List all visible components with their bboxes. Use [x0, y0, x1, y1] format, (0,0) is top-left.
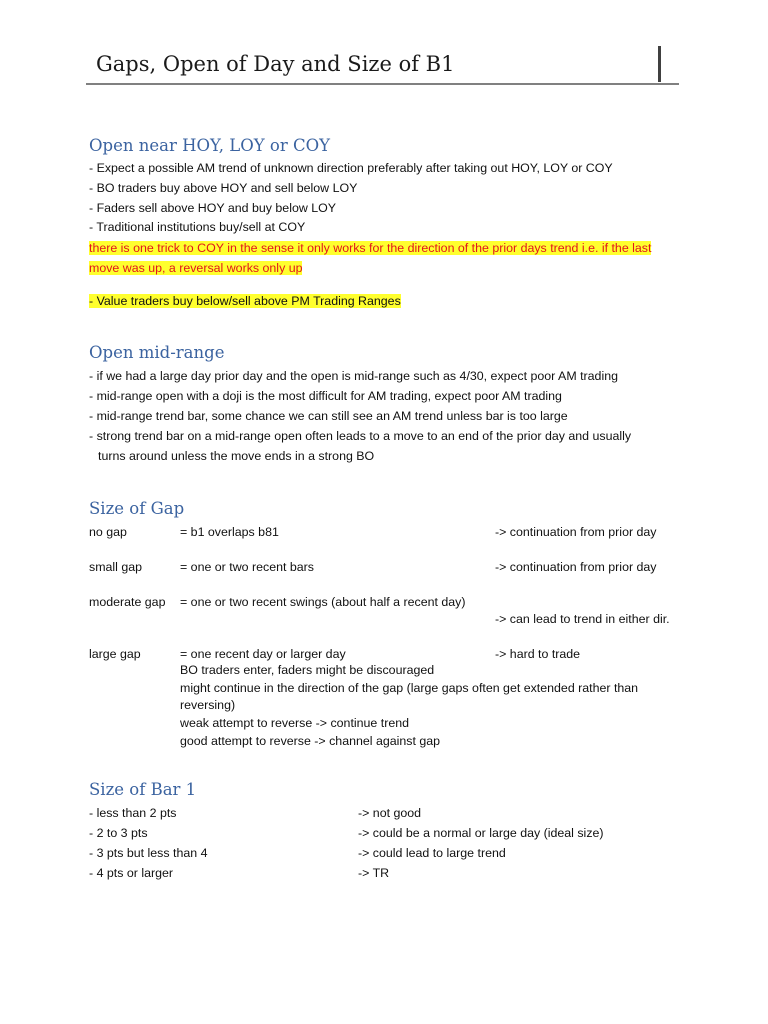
large-gap-note: reversing)	[180, 698, 236, 712]
heading-size-of-bar-1: Size of Bar 1	[89, 780, 197, 799]
bar1-row-result: -> could lead to large trend	[358, 846, 506, 860]
open-near-line-1: - Expect a possible AM trend of unknown direction preferably after taking out HOY, LOY or COY	[89, 161, 613, 175]
gap-row-definition: = one or two recent bars	[180, 560, 314, 574]
open-near-line-3: - Faders sell above HOY and buy below LOY	[89, 201, 337, 215]
title-underline	[86, 83, 679, 85]
gap-row-label: large gap	[89, 647, 141, 661]
gap-row-label: moderate gap	[89, 595, 166, 609]
bar1-row-label: - less than 2 pts	[89, 806, 177, 820]
bar1-row-label: - 3 pts but less than 4	[89, 846, 208, 860]
open-mid-line-5: turns around unless the move ends in a strong BO	[98, 449, 375, 463]
value-traders-line: - Value traders buy below/sell above PM Trading Ranges	[89, 294, 401, 308]
heading-open-mid-range: Open mid-range	[89, 343, 225, 362]
page-title: Gaps, Open of Day and Size of B1	[96, 52, 455, 76]
large-gap-note: might continue in the direction of the gap (large gaps often get extended rather than	[180, 681, 639, 695]
gap-row-result: -> can lead to trend in either dir.	[495, 612, 670, 626]
gap-row-label: no gap	[89, 525, 127, 539]
open-mid-line-1: - if we had a large day prior day and the open is mid-range such as 4/30, expect poor AM trading	[89, 369, 618, 383]
heading-size-of-gap: Size of Gap	[89, 499, 185, 518]
gap-row-definition: = one recent day or larger day	[180, 647, 346, 661]
heading-open-near: Open near HOY, LOY or COY	[89, 136, 330, 155]
bar1-row-result: -> TR	[358, 866, 390, 880]
large-gap-note: weak attempt to reverse -> continue trend	[180, 716, 410, 730]
bar1-row-label: - 4 pts or larger	[89, 866, 174, 880]
large-gap-note: good attempt to reverse -> channel against gap	[180, 734, 441, 748]
open-mid-line-2: - mid-range open with a doji is the most difficult for AM trading, expect poor AM trading	[89, 389, 562, 403]
coy-trick-line-2: move was up, a reversal works only up	[89, 261, 303, 275]
open-mid-line-3: - mid-range trend bar, some chance we can still see an AM trend unless bar is too large	[89, 409, 568, 423]
open-near-line-4: - Traditional institutions buy/sell at COY	[89, 220, 306, 234]
gap-row-definition: = one or two recent swings (about half a recent day)	[180, 595, 466, 609]
open-near-line-2: - BO traders buy above HOY and sell below LOY	[89, 181, 358, 195]
gap-row-result: -> continuation from prior day	[495, 560, 657, 574]
coy-trick-line-1: there is one trick to COY in the sense it only works for the direction of the prior days trend i.e. if the last	[89, 241, 652, 255]
open-mid-line-4: - strong trend bar on a mid-range open often leads to a move to an end of the prior day and usually	[89, 429, 632, 443]
large-gap-note: BO traders enter, faders might be discouraged	[180, 663, 435, 677]
bar1-row-result: -> not good	[358, 806, 422, 820]
bar1-row-result: -> could be a normal or large day (ideal size)	[358, 826, 604, 840]
gap-row-result: -> hard to trade	[495, 647, 581, 661]
gap-row-label: small gap	[89, 560, 143, 574]
gap-row-definition: = b1 overlaps b81	[180, 525, 279, 539]
bar1-row-label: - 2 to 3 pts	[89, 826, 148, 840]
gap-row-result: -> continuation from prior day	[495, 525, 657, 539]
title-vertical-bar	[658, 46, 661, 82]
